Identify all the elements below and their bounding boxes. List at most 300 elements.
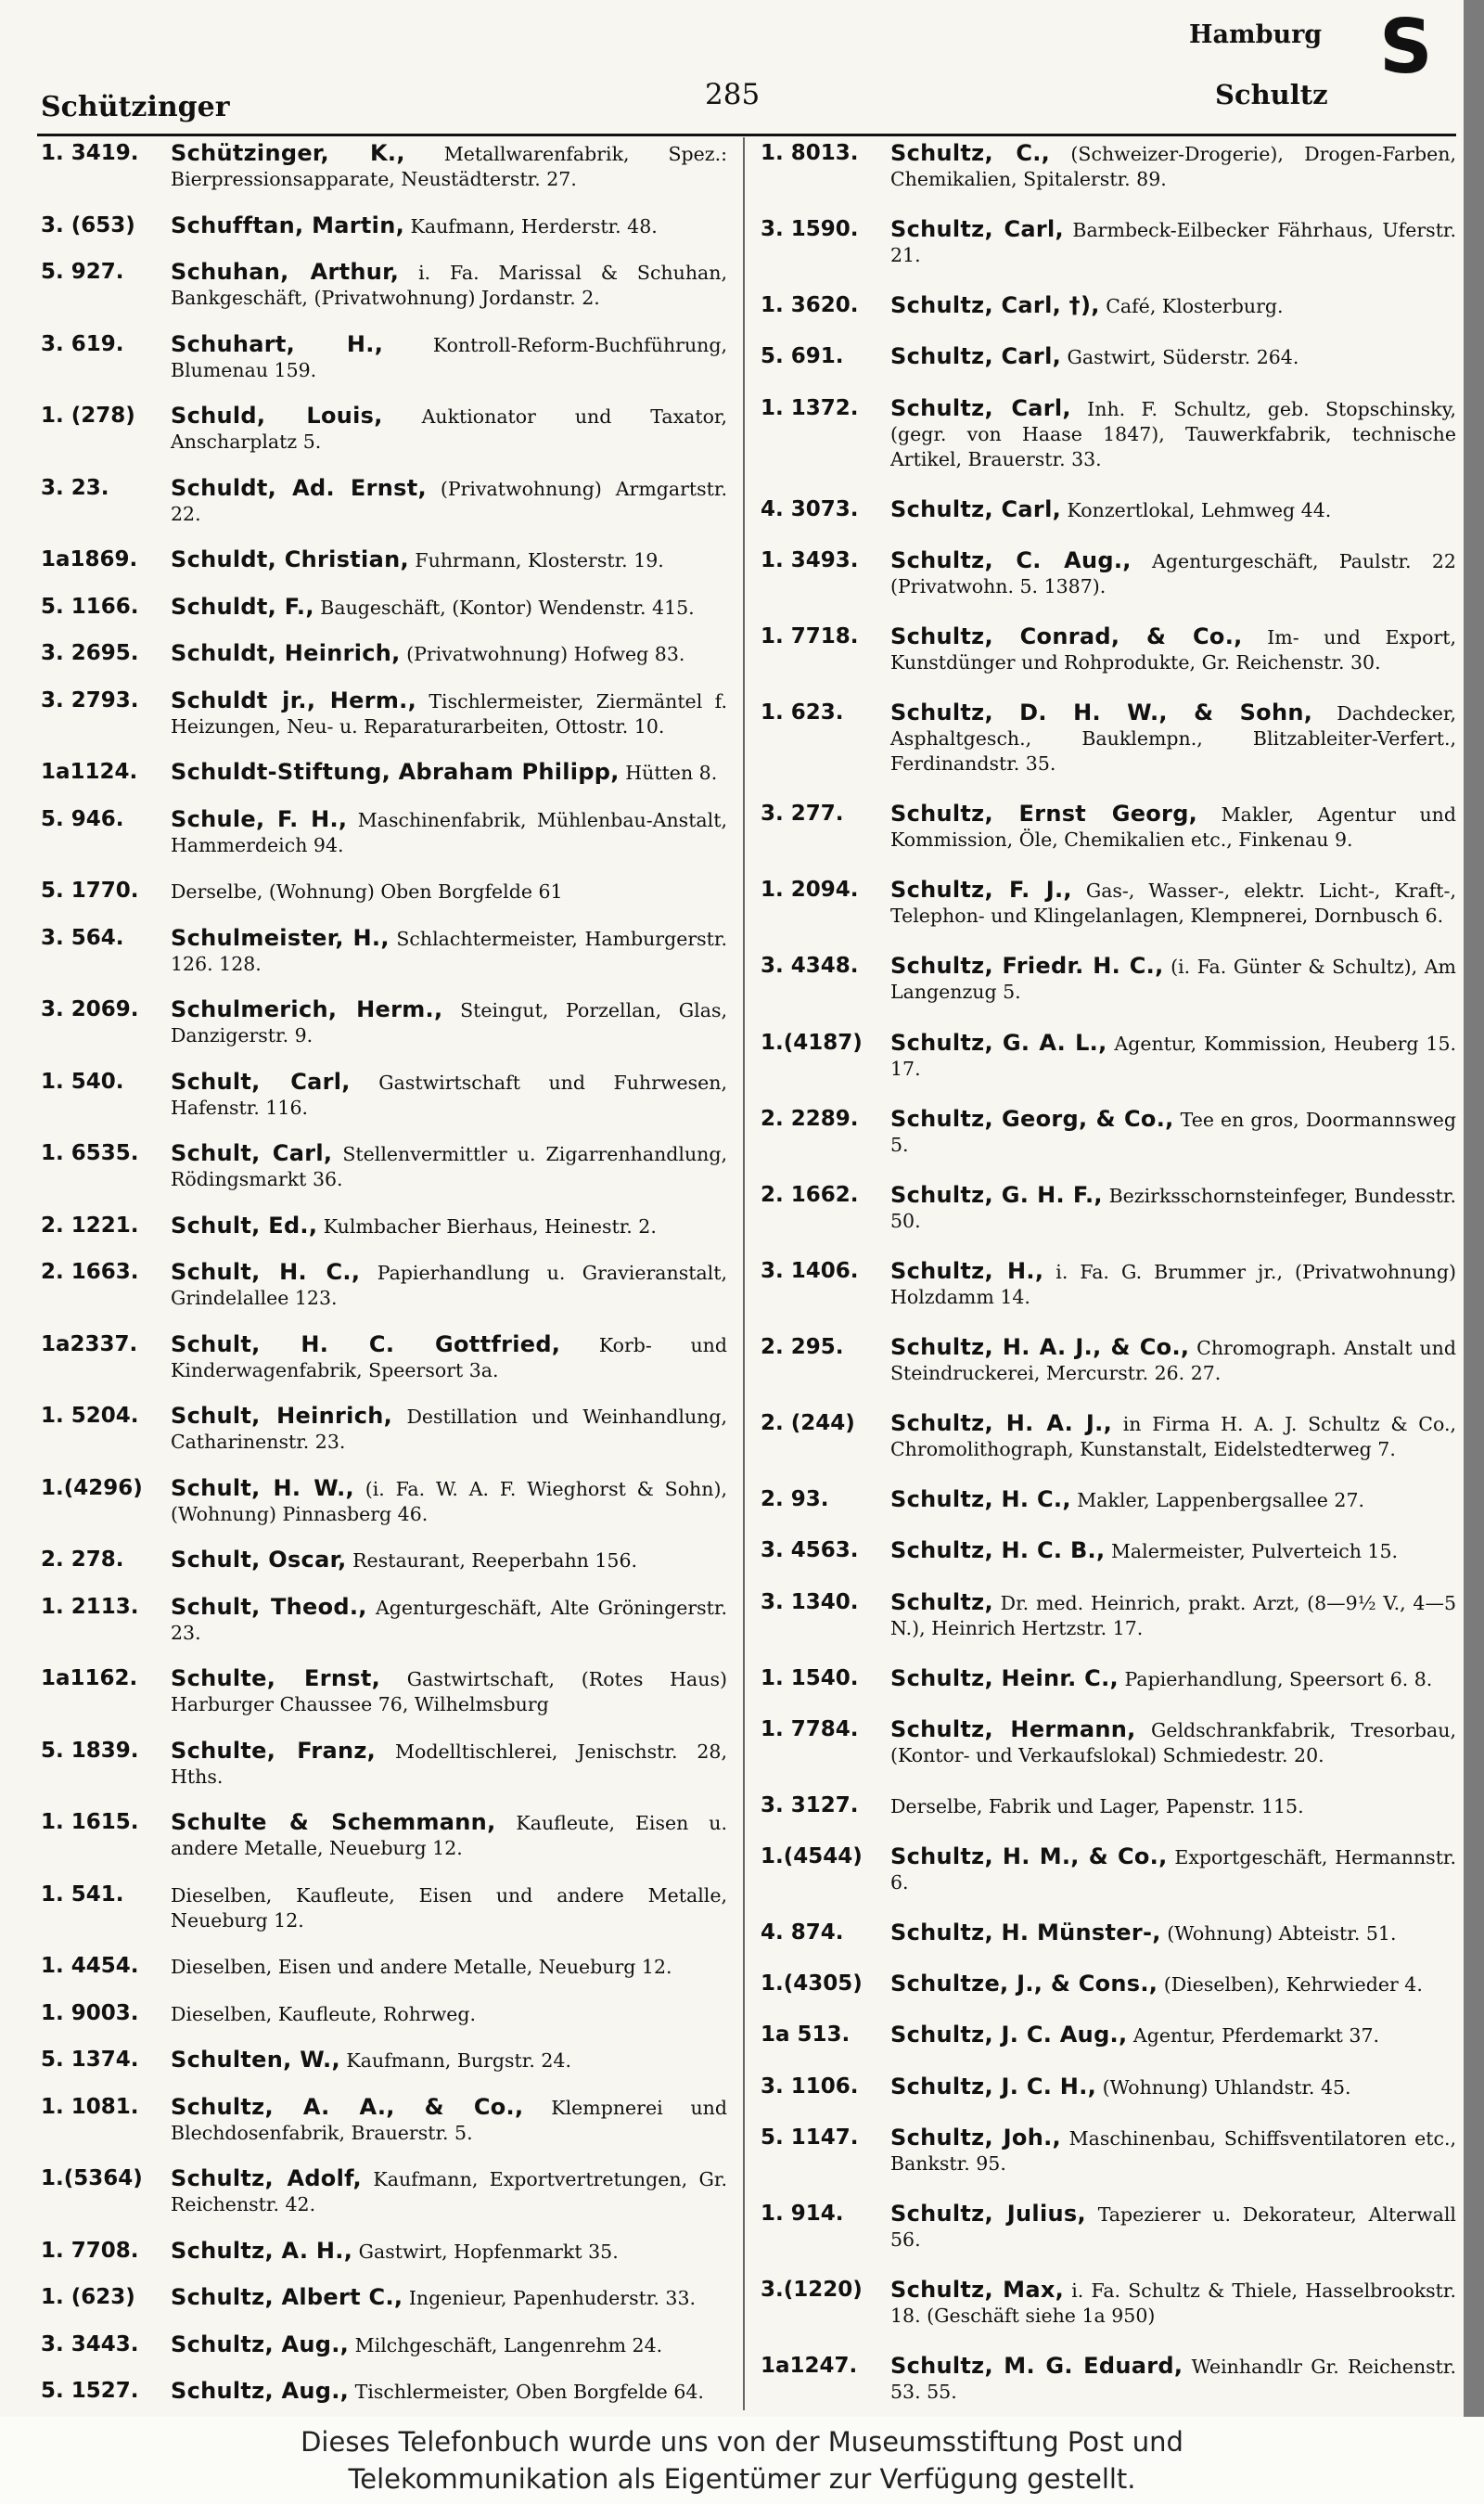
entry-details: Chromograph. Anstalt und Steindruckerei, Mercurstr. 26. 27. [890, 1337, 1456, 1384]
left-column [41, 141, 727, 2405]
phone-number: 3. 2793. [41, 687, 139, 713]
entry-name: Schultz, H. C. B., [890, 1537, 1106, 1564]
entry-body [171, 2332, 727, 2358]
entry-name: Schultz, Conrad, & Co., [890, 623, 1243, 649]
phone-number: 1. 3620. [761, 293, 859, 318]
phone-number: 1. 7708. [41, 2238, 139, 2263]
entry-details: Agentur, Pferdemarkt 37. [1132, 2024, 1380, 2048]
header-city: Hamburg [1189, 20, 1323, 49]
entry-details: Klempnerei und Blechdosenfabrik, Brauerstr. 5. [171, 2096, 727, 2144]
entry-name: Schuldt, Ad. Ernst, [171, 474, 427, 501]
phone-number: 1. 9003. [41, 2000, 139, 2025]
entry-body [171, 1260, 727, 1311]
entry-name: Schultz, H. M., & Co., [890, 1843, 1168, 1869]
entry-name: Schultz, C., [890, 140, 1051, 166]
phone-number: 1. 541. [41, 1881, 124, 1907]
entry-name: Schultz, Aug., [171, 2331, 350, 2357]
entry-details: Destillation und Weinhandlung, Catharinenstr. 23. [171, 1406, 728, 1453]
phone-number: 1. 2094. [761, 878, 859, 903]
phone-number: 1. 3419. [41, 141, 139, 165]
phone-number: 1.(4544) [761, 1844, 863, 1868]
directory-entry [761, 2354, 1456, 2405]
entry-body [171, 1882, 727, 1933]
directory-entry [761, 2074, 1456, 2100]
directory-entry [761, 878, 1456, 929]
phone-number: 1. (623) [41, 2285, 135, 2309]
entry-details: Derselbe, Fabrik und Lager, Papenstr. 115. [890, 1794, 1304, 1817]
phone-number: 3. 2695. [41, 641, 139, 665]
entry-details: Derselbe, (Wohnung) Oben Borgfelde 61 [171, 880, 563, 903]
entry-name: Schult, Ed., [171, 1212, 318, 1239]
phone-number: 1. 1615. [41, 1810, 139, 1834]
directory-entry [41, 997, 727, 1048]
entry-body [171, 213, 727, 239]
entry-details: Kaufmann, Herderstr. 48. [410, 214, 658, 238]
entry-details: Makler, Agentur und Kommission, Öle, Chemikalien etc., Finkenau 9. [890, 803, 1457, 852]
directory-entry [41, 2095, 727, 2146]
phone-number: 1a1124. [41, 760, 138, 784]
entry-body [171, 1404, 727, 1455]
entry-name: Schultze, J., & Cons., [890, 1971, 1158, 1997]
entry-details: (i. Fa. W. A. F. Wieghorst & Sohn), (Wohnung) Pinnasberg 46. [171, 1477, 727, 1525]
entry-body [890, 344, 1456, 370]
entry-name: Schulmerich, Herm., [171, 996, 443, 1022]
entry-details: (Wohnung) Abteistr. 51. [1167, 1922, 1397, 1945]
entry-body [171, 2239, 727, 2265]
entry-name: Schultz, Albert C., [171, 2284, 403, 2310]
directory-entry [761, 141, 1456, 192]
entry-body [890, 1793, 1456, 1819]
entry-name: Schult, H. C. Gottfried, [171, 1330, 561, 1357]
entry-name: Schuhan, Arthur, [171, 259, 400, 285]
entry-body [171, 688, 727, 739]
entry-details: Malermeister, Pulverteich 15. [1110, 1540, 1399, 1563]
entry-name: Schultz, Max, [890, 2276, 1065, 2303]
entry-details: Agenturgeschäft, Alte Gröningerstr. 23. [171, 1596, 727, 1644]
entry-name: Schultz, D. H. W., & Sohn, [890, 700, 1313, 726]
phone-number: 1. (278) [41, 404, 135, 428]
directory-entry [41, 1810, 727, 1861]
entry-name: Schultz, Georg, & Co., [890, 1105, 1174, 1132]
entry-details: Tee en gros, Doormannsweg 5. [890, 1108, 1457, 1156]
entry-body [890, 1487, 1456, 1513]
entry-details: Milchgeschäft, Langenrehm 24. [354, 2333, 663, 2356]
directory-entry [761, 293, 1456, 319]
entry-body [890, 2074, 1456, 2100]
phone-number: 1.(4305) [761, 1971, 863, 1997]
entry-body [171, 760, 727, 786]
entry-details: (Schweizer-Drogerie), Drogen-Farben, Chemikalien, Spitalerstr. 89. [890, 143, 1456, 190]
phone-number: 2. 295. [761, 1335, 844, 1359]
section-letter: S [1379, 4, 1433, 90]
entry-body [171, 476, 727, 527]
entry-body [890, 396, 1456, 472]
entry-name: Schultz, Adolf, [171, 2165, 362, 2191]
entry-name: Schuldt, F., [171, 593, 314, 620]
entry-body [890, 1666, 1456, 1692]
entry-body [171, 2166, 727, 2217]
entry-name: Schufftan, Martin, [171, 212, 405, 238]
entry-name: Schultz, J. C. Aug., [890, 2022, 1128, 2048]
entry-details: Agenturgeschäft, Paulstr. 22 (Privatwohn. 5. 1387). [890, 549, 1456, 597]
entry-name: Schultz, G. H. F., [890, 1181, 1103, 1208]
entry-details: Kulmbacher Bierhaus, Heinestr. 2. [323, 1214, 657, 1238]
entry-name: Schuhart, H., [171, 330, 384, 357]
phone-number: 1a 513. [761, 2022, 851, 2048]
entry-body [890, 2354, 1456, 2405]
phone-number: 1a1869. [41, 547, 138, 571]
phone-number: 2. 93. [761, 1487, 829, 1512]
phone-number: 3. 277. [761, 802, 844, 827]
phone-number: 5. 691. [761, 344, 844, 369]
directory-entry [41, 926, 727, 977]
entry-details: Hütten 8. [625, 762, 718, 784]
entry-name: Schultz, Aug., [171, 2378, 350, 2404]
entry-details: Dieselben, Kaufleute, Eisen und andere Metalle, Neueburg 12. [171, 1883, 727, 1932]
entry-body [890, 1971, 1456, 1997]
entry-name: Schulte, Franz, [171, 1737, 377, 1764]
directory-entry [41, 879, 727, 905]
entry-body [890, 141, 1456, 192]
directory-entry [761, 1259, 1456, 1310]
phone-number: 1. 5204. [41, 1404, 139, 1428]
phone-number: 1. 2113. [41, 1594, 139, 1619]
entry-details: Im- und Export, Kunstdünger und Rohprodukte, Gr. Reichenstr. 30. [890, 625, 1456, 674]
phone-number: 1. 3493. [761, 547, 859, 572]
directory-entry [761, 1183, 1456, 1234]
directory-entry [761, 1107, 1456, 1158]
entry-details: Steingut, Porzellan, Glas, Danzigerstr. 9. [171, 999, 727, 1047]
directory-entry [761, 1793, 1456, 1819]
entry-name: Schultz, G. A. L., [890, 1029, 1107, 1056]
phone-number: 1. 4454. [41, 1954, 139, 1978]
entry-details: i. Fa. Marissal & Schuhan, Bankgeschäft, (Privatwohnung) Jordanstr. 2. [171, 262, 727, 309]
directory-entry [41, 141, 727, 192]
phone-number: 3. 1590. [761, 217, 859, 242]
entry-details: i. Fa. G. Brummer jr., (Privatwohnung) Holzdamm 14. [890, 1260, 1456, 1308]
phone-number: 3. (653) [41, 212, 135, 238]
entry-name: Schulmeister, H., [171, 924, 390, 951]
page-edge-shadow [1464, 0, 1484, 2417]
phone-number: 1. 914. [761, 2201, 844, 2226]
entry-body [890, 2022, 1456, 2048]
entry-name: Schultz, A. H., [171, 2237, 353, 2264]
directory-entry [41, 1070, 727, 1121]
entry-body [890, 1031, 1456, 1082]
entry-body [171, 1547, 727, 1573]
directory-entry [41, 688, 727, 739]
entry-details: Metallwarenfabrik, Spez.: Bierpressionsapparate, Neustädterstr. 27. [171, 143, 727, 190]
entry-body [890, 954, 1456, 1005]
entry-details: Konzertlokal, Lehmweg 44. [1067, 498, 1332, 521]
directory-entry [41, 1739, 727, 1790]
entry-body [890, 624, 1456, 675]
phone-number: 3. 23. [41, 475, 109, 500]
entry-details: (Privatwohnung) Hofweg 83. [406, 643, 685, 665]
entry-name: Schultz, C. Aug., [890, 546, 1132, 573]
directory-entry [761, 497, 1456, 523]
entry-name: Schuld, Louis, [171, 403, 383, 429]
entry-name: Schule, F. H., [171, 805, 348, 832]
entry-details: Geldschrankfabrik, Tresorbau, (Kontor- und Verkaufslokal) Schmiedestr. 20. [890, 1718, 1456, 1766]
phone-number: 5. 1166. [41, 594, 139, 619]
directory-entry [41, 1141, 727, 1192]
footer-line-1: Dieses Telefonbuch wurde uns von der Museumsstiftung Post und [301, 2426, 1183, 2458]
entry-name: Schultz, Carl, [890, 394, 1071, 421]
column-divider [743, 137, 745, 2410]
entry-details: (Dieselben), Kehrwieder 4. [1163, 1973, 1423, 1997]
entry-body [890, 1107, 1456, 1158]
directory-entry [41, 260, 727, 311]
phone-number: 3. 3127. [761, 1792, 859, 1817]
entry-body [890, 548, 1456, 599]
entry-body [890, 1538, 1456, 1564]
directory-entry [761, 624, 1456, 675]
entry-body [890, 1411, 1456, 1462]
entry-name: Schultz, Hermann, [890, 1715, 1136, 1742]
directory-entry [761, 1717, 1456, 1768]
entry-body [171, 1332, 727, 1383]
entry-name: Schulte & Schemmann, [171, 1809, 496, 1835]
directory-entry [761, 2022, 1456, 2048]
directory-entry [761, 1411, 1456, 1462]
entry-name: Schult, H. C., [171, 1259, 361, 1285]
directory-entry [41, 2239, 727, 2265]
entry-details: (i. Fa. Günter & Schultz), Am Langenzug 5. [890, 956, 1456, 1004]
phone-number: 1. 7718. [761, 623, 859, 648]
entry-body [890, 1259, 1456, 1310]
entry-name: Schultz, F. J., [890, 877, 1072, 904]
entry-name: Schultz, J. C. H., [890, 2073, 1097, 2100]
directory-entry [41, 1666, 727, 1717]
entry-name: Schultz, [890, 1588, 993, 1615]
entry-details: Gastwirtschaft und Fuhrwesen, Hafenstr. 116. [171, 1071, 727, 1119]
entry-name: Schulten, W., [171, 2047, 340, 2073]
phone-number: 1.(4187) [761, 1030, 863, 1055]
phone-number: 1. 540. [41, 1069, 124, 1094]
entry-details: (Privatwohnung) Armgartstr. 22. [171, 477, 727, 525]
right-column [761, 141, 1456, 2405]
phone-number: 5. 1374. [41, 2048, 139, 2072]
directory-entry [761, 1335, 1456, 1386]
directory-entry [41, 1260, 727, 1311]
entry-body [171, 547, 727, 573]
phone-number: 5. 927. [41, 260, 124, 284]
entry-body [171, 595, 727, 621]
entry-details: Auktionator und Taxator, Anscharplatz 5. [171, 405, 727, 453]
directory-entry [761, 1666, 1456, 1692]
entry-body [890, 1335, 1456, 1386]
entry-name: Schultz, Carl, [890, 495, 1062, 522]
entry-body [171, 2048, 727, 2074]
directory-entry [761, 217, 1456, 268]
entry-body [171, 1595, 727, 1646]
entry-details: Dieselben, Kaufleute, Rohrweg. [171, 2002, 477, 2025]
entry-name: Schulte, Ernst, [171, 1665, 381, 1691]
phone-number: 2. 1221. [41, 1213, 139, 1238]
entry-body [171, 1070, 727, 1121]
entry-name: Schultz, Carl, †), [890, 292, 1100, 319]
phone-number: 5. 1147. [761, 2125, 859, 2150]
footer-notice [0, 2417, 1484, 2504]
entry-name: Schult, Carl, [171, 1140, 333, 1166]
entry-name: Schultz, H. C., [890, 1486, 1071, 1513]
phone-number: 4. 3073. [761, 496, 859, 521]
directory-entry [761, 1538, 1456, 1564]
entry-body [171, 1476, 727, 1527]
entry-body [171, 2095, 727, 2146]
entry-details: Schlachtermeister, Hamburgerstr. 126. 128. [171, 927, 727, 975]
entry-name: Schuldt, Christian, [171, 546, 409, 572]
directory-entry [41, 2285, 727, 2311]
directory-entry [41, 1595, 727, 1646]
directory-entry [761, 1031, 1456, 1082]
directory-entry [41, 213, 727, 239]
directory-entry [41, 2332, 727, 2358]
entry-body [890, 700, 1456, 777]
footer-line-2: Telekommunikation als Eigentümer zur Verfügung gestellt. [348, 2463, 1136, 2495]
directory-entry [41, 2379, 727, 2405]
entry-name: Schultz, Heinr. C., [890, 1664, 1119, 1691]
entry-body [890, 1844, 1456, 1895]
directory-entry [41, 1332, 727, 1383]
entry-name: Schultz, H. A. J., [890, 1410, 1113, 1437]
directory-entry [41, 1954, 727, 1980]
directory-entry [41, 2048, 727, 2074]
entry-body [171, 1141, 727, 1192]
entry-details: Gastwirt, Hopfenmarkt 35. [358, 2240, 619, 2263]
directory-entry [761, 802, 1456, 853]
phone-number: 1. 8013. [761, 141, 859, 165]
entry-details: Kaufmann, Burgstr. 24. [346, 2049, 571, 2072]
entry-details: Kaufmann, Exportvertretungen, Gr. Reichenstr. 42. [171, 2168, 727, 2215]
phone-number: 3. 1406. [761, 1258, 859, 1283]
phone-number: 3. 4348. [761, 954, 859, 979]
directory-entry [761, 954, 1456, 1005]
phone-number: 3. 3443. [41, 2331, 139, 2356]
entry-body [171, 641, 727, 667]
phone-number: 5. 1839. [41, 1738, 139, 1763]
entry-name: Schultz, Carl, [890, 216, 1064, 243]
directory-entry [761, 1590, 1456, 1641]
entry-name: Schultz, Friedr. H. C., [890, 953, 1164, 980]
entry-details: Tapezierer u. Dekorateur, Alterwall 56. [890, 2202, 1456, 2251]
entry-details: i. Fa. Schultz & Thiele, Hasselbrookstr. 18. (Geschäft siehe 1a 950) [890, 2279, 1456, 2327]
page-number: 285 [705, 78, 761, 111]
entry-details: Maschinenbau, Schiffsventilatoren etc., Bankstr. 95. [890, 2126, 1456, 2175]
directory-entry [41, 404, 727, 455]
entry-details: Papierhandlung, Speersort 6. 8. [1124, 1667, 1433, 1690]
phone-number: 1a2337. [41, 1331, 138, 1356]
phone-number: 1. 6535. [41, 1141, 139, 1165]
entry-body [171, 1954, 727, 1980]
directory-entry [41, 641, 727, 667]
directory-entry [41, 1547, 727, 1573]
phone-number: 3. 619. [41, 331, 124, 356]
phone-number: 1.(4296) [41, 1475, 143, 1500]
entry-details: Café, Klosterburg. [1106, 295, 1284, 318]
entry-body [890, 1590, 1456, 1641]
entry-details: Dieselben, Eisen und andere Metalle, Neueburg 12. [171, 1956, 672, 1978]
header-left-keyword: Schützinger [41, 91, 230, 123]
phone-number: 2. (244) [761, 1411, 855, 1436]
entry-details: in Firma H. A. J. Schultz & Co., Chromolithograph, Kunstanstalt, Eidelstedterweg 7. [890, 1413, 1456, 1461]
entry-details: Inh. F. Schultz, geb. Stopschinsky, (gegr. von Haase 1847), Tauwerkfabrik, technische Artikel, Brauerstr. 33. [890, 397, 1456, 470]
entry-details: Modelltischlerei, Jenischstr. 28, Hths. [171, 1740, 727, 1788]
directory-entry [41, 595, 727, 621]
entry-details: Tischlermeister, Ziermäntel f. Heizungen, Neu- u. Reparaturarbeiten, Ottostr. 10. [171, 689, 727, 738]
entry-details: Gastwirtschaft, (Rotes Haus) Harburger Chaussee 76, Wilhelmsburg [171, 1668, 727, 1715]
phone-number: 2. 278. [41, 1547, 124, 1572]
entry-body [171, 807, 727, 858]
entry-body [171, 2285, 727, 2311]
phone-number: 2. 1662. [761, 1182, 859, 1207]
entry-name: Schuldt, Heinrich, [171, 640, 401, 666]
entry-name: Schultz, H., [890, 1257, 1044, 1284]
directory-entry [41, 2001, 727, 2027]
entry-name: Schult, Carl, [171, 1068, 351, 1095]
entry-body [890, 2278, 1456, 2329]
entry-body [171, 1213, 727, 1239]
entry-details: Kontroll-Reform-Buchführung, Blumenau 159. [171, 333, 727, 381]
entry-body [171, 2379, 727, 2405]
entry-name: Schultz, M. G. Eduard, [890, 2353, 1183, 2379]
phone-number: 3. 1106. [761, 2074, 859, 2099]
entry-body [171, 404, 727, 455]
phone-number: 1.(5364) [41, 2166, 143, 2190]
entry-body [890, 878, 1456, 929]
entry-body [890, 1717, 1456, 1768]
directory-entry [761, 2202, 1456, 2253]
directory-entry [761, 1487, 1456, 1513]
entry-body [171, 1810, 727, 1861]
directory-entry [41, 760, 727, 786]
entry-name: Schult, Heinrich, [171, 1403, 393, 1429]
phone-number: 1a1162. [41, 1666, 138, 1690]
entry-body [171, 1739, 727, 1790]
entry-body [890, 1920, 1456, 1946]
entry-details: Kaufleute, Eisen u. andere Metalle, Neueburg 12. [171, 1812, 727, 1859]
entry-body [171, 141, 727, 192]
directory-entry [761, 700, 1456, 777]
entry-name: Schult, H. W., [171, 1474, 354, 1501]
entry-details: Exportgeschäft, Hermannstr. 6. [890, 1846, 1456, 1894]
entry-body [890, 1183, 1456, 1234]
phone-number: 2. 1663. [41, 1260, 139, 1284]
entry-name: Schultz, Carl, [890, 343, 1062, 370]
directory-entry [761, 396, 1456, 472]
phone-number: 3. 2069. [41, 997, 139, 1021]
entry-details: (Wohnung) Uhlandstr. 45. [1102, 2075, 1351, 2099]
entry-name: Schultz, Ernst Georg, [890, 801, 1198, 828]
entry-body [890, 802, 1456, 853]
entry-name: Schult, Theod., [171, 1593, 367, 1620]
directory-entry [761, 1920, 1456, 1946]
entry-body [890, 293, 1456, 319]
entry-details: Fuhrmann, Klosterstr. 19. [415, 549, 664, 571]
phone-number: 4. 874. [761, 1920, 844, 1945]
entry-details: Agentur, Kommission, Heuberg 15. 17. [890, 1032, 1456, 1080]
phone-number: 1. 1372. [761, 395, 859, 420]
entry-name: Schultz, H. A. J., & Co., [890, 1334, 1190, 1360]
entry-body [171, 332, 727, 383]
header-rule [37, 134, 1456, 136]
phone-number: 1. 623. [761, 700, 844, 725]
entry-details: Ingenieur, Papenhuderstr. 33. [408, 2287, 697, 2309]
directory-entry [761, 1844, 1456, 1895]
phone-number: 1a1247. [761, 2354, 858, 2378]
entry-details: Gas-, Wasser-, elektr. Licht-, Kraft-, Telephon- und Klingelanlagen, Klempnerei, Dornbusch 6. [890, 880, 1456, 928]
